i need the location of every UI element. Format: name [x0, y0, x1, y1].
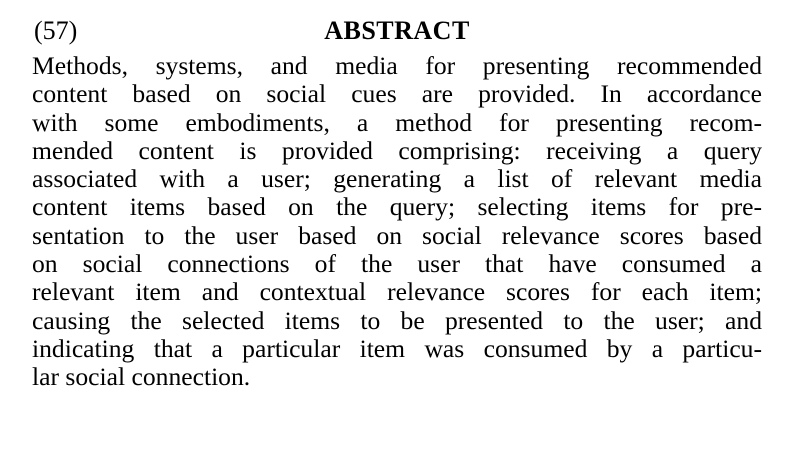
abstract-header — [32, 14, 762, 48]
abstract-line: content based on social cues are provided. In accordance — [32, 79, 762, 109]
abstract-line: relevant item and contextual relevance scores for each item; — [32, 277, 762, 307]
abstract-line: Methods, systems, and media for presenting recommended — [32, 51, 762, 80]
abstract-body — [32, 52, 762, 392]
abstract-line: mended content is provided comprising: receiving a query — [32, 135, 762, 165]
abstract-line: causing the selected items to be presented to the user; and — [32, 305, 762, 335]
abstract-line: with some embodiments, a method for presenting recom- — [32, 107, 762, 137]
inid-code: (57) — [34, 16, 78, 45]
abstract-line: associated with a user; generating a list of relevant media — [32, 164, 762, 194]
abstract-heading: ABSTRACT — [324, 16, 470, 45]
abstract-line: lar social connection. — [32, 362, 251, 392]
abstract-line: indicating that a particular item was consumed by a particu- — [32, 333, 762, 363]
abstract-line: sentation to the user based on social relevance scores based — [32, 220, 762, 250]
abstract-line: on social connections of the user that have consumed a — [32, 249, 762, 279]
abstract-line: content items based on the query; selecting items for pre- — [32, 192, 762, 222]
abstract-section — [32, 14, 762, 392]
